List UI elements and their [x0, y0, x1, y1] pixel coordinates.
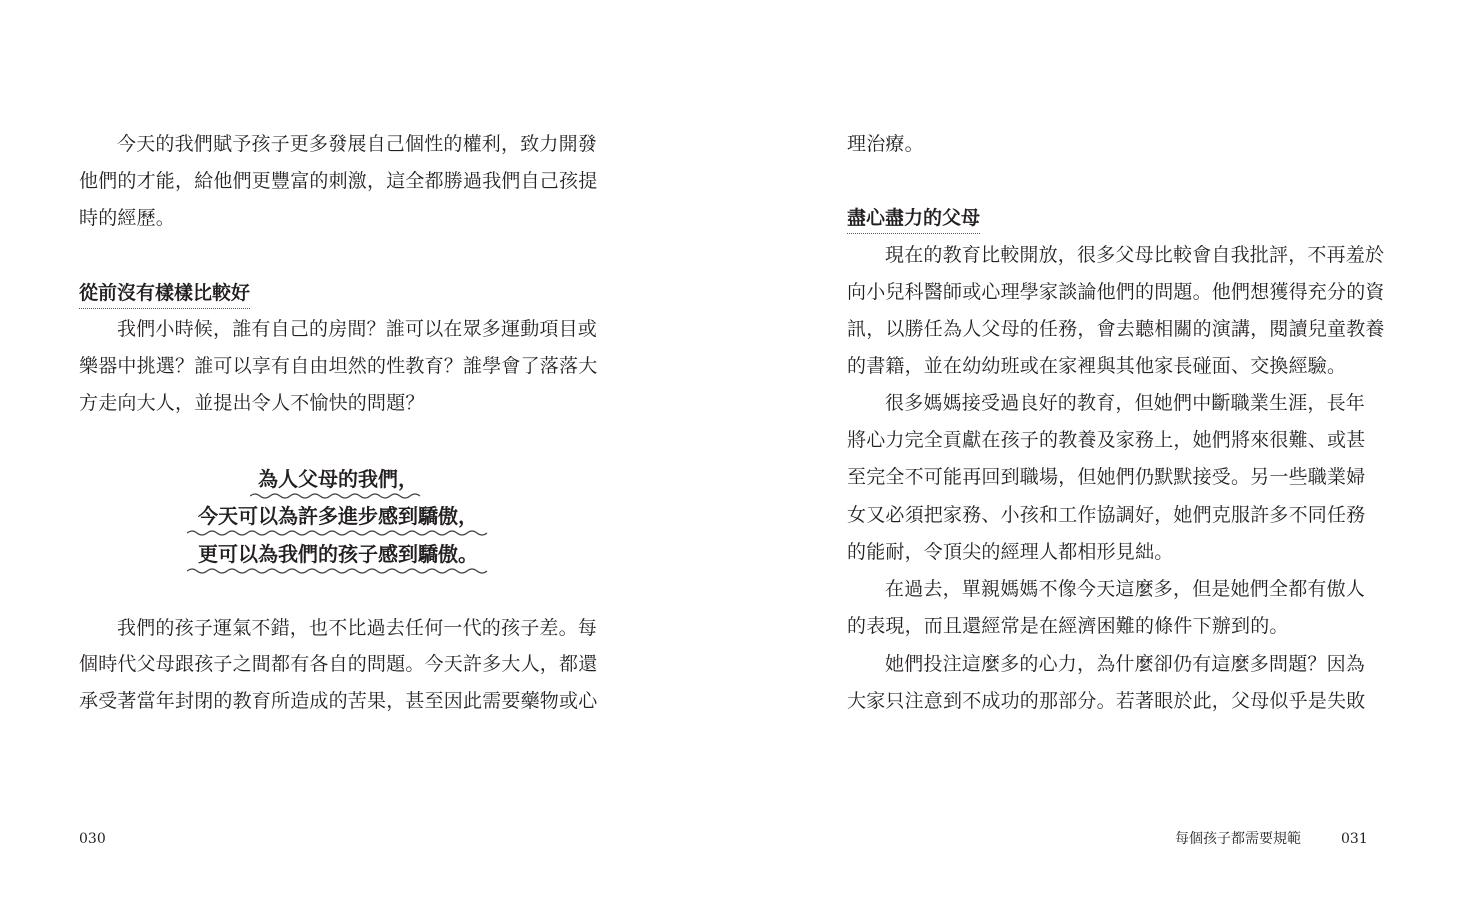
page-number: 030 — [79, 831, 106, 847]
paragraph-line: 向小兒科醫師或心理學家談論他們的問題。他們想獲得充分的資 — [847, 281, 1385, 303]
right-page — [733, 0, 1465, 912]
paragraph-line: 他們的才能，給他們更豐富的刺激，這全都勝過我們自己孩提 — [79, 170, 598, 192]
paragraph-line: 將心力完全貢獻在孩子的教養及家務上，她們將來很難、或甚 — [847, 429, 1366, 451]
paragraph-line: 她們投注這麼多的心力，為什麼卻仍有這麼多問題？因為 — [885, 653, 1366, 675]
paragraph-line: 大家只注意到不成功的那部分。若著眼於此，父母似乎是失敗 — [847, 690, 1366, 712]
left-page — [0, 0, 732, 912]
paragraph-line: 今天的我們賦予孩子更多發展自己個性的權利，致力開發 — [117, 133, 598, 155]
wavy-underline — [187, 529, 489, 537]
paragraph-line: 承受著當年封閉的教育所造成的苦果，甚至因此需要藥物或心 — [79, 690, 598, 712]
paragraph-line: 很多媽媽接受過良好的教育，但她們中斷職業生涯，長年 — [885, 392, 1366, 414]
paragraph-line: 樂器中挑選？誰可以享有自由坦然的性教育？誰學會了落落大 — [79, 355, 598, 377]
paragraph-line: 方走向大人，並提出令人不愉快的問題？ — [79, 392, 425, 414]
paragraph-line: 時的經歷。 — [79, 207, 176, 229]
section-heading: 從前沒有樣樣比較好 — [79, 281, 250, 309]
paragraph-line: 理治療。 — [847, 133, 924, 155]
paragraph-line: 我們小時候，誰有自己的房間？誰可以在眾多運動項目或 — [117, 318, 598, 340]
paragraph-line: 我們的孩子運氣不錯，也不比過去任何一代的孩子差。每 — [117, 617, 598, 639]
wavy-underline — [250, 492, 426, 500]
section-heading: 盡心盡力的父母 — [847, 206, 980, 234]
paragraph-line: 的能耐，令頂尖的經理人都相形見絀。 — [847, 541, 1174, 563]
paragraph-line: 個時代父母跟孩子之間都有各自的問題。今天許多大人，都還 — [79, 653, 598, 675]
page-number: 031 — [1341, 831, 1368, 847]
paragraph-line: 在過去，單親媽媽不像今天這麼多，但是她們全都有傲人 — [885, 578, 1366, 600]
paragraph-line: 的表現，而且還經常是在經濟困難的條件下辦到的。 — [847, 615, 1289, 637]
paragraph-line: 的書籍，並在幼幼班或在家裡與其他家長碰面、交換經驗。 — [847, 355, 1347, 377]
paragraph-line: 至完全不可能再回到職場，但她們仍默默接受。另一些職業婦 — [847, 466, 1366, 488]
pull-quote-line: 為人父母的我們， — [258, 467, 418, 491]
paragraph-line: 現在的教育比較開放，很多父母比較會自我批評，不再羞於 — [885, 244, 1385, 266]
pull-quote-line: 更可以為我們的孩子感到驕傲。 — [198, 542, 478, 566]
wavy-underline — [187, 567, 489, 575]
running-title: 每個孩子都需要規範 — [1175, 831, 1301, 847]
pull-quote-line: 今天可以為許多進步感到驕傲， — [198, 504, 478, 528]
paragraph-line: 訊，以勝任為人父母的任務，會去聽相關的演講，閱讀兒童教養 — [847, 318, 1385, 340]
paragraph-line: 女又必須把家務、小孩和工作協調好，她們克服許多不同任務 — [847, 504, 1366, 526]
